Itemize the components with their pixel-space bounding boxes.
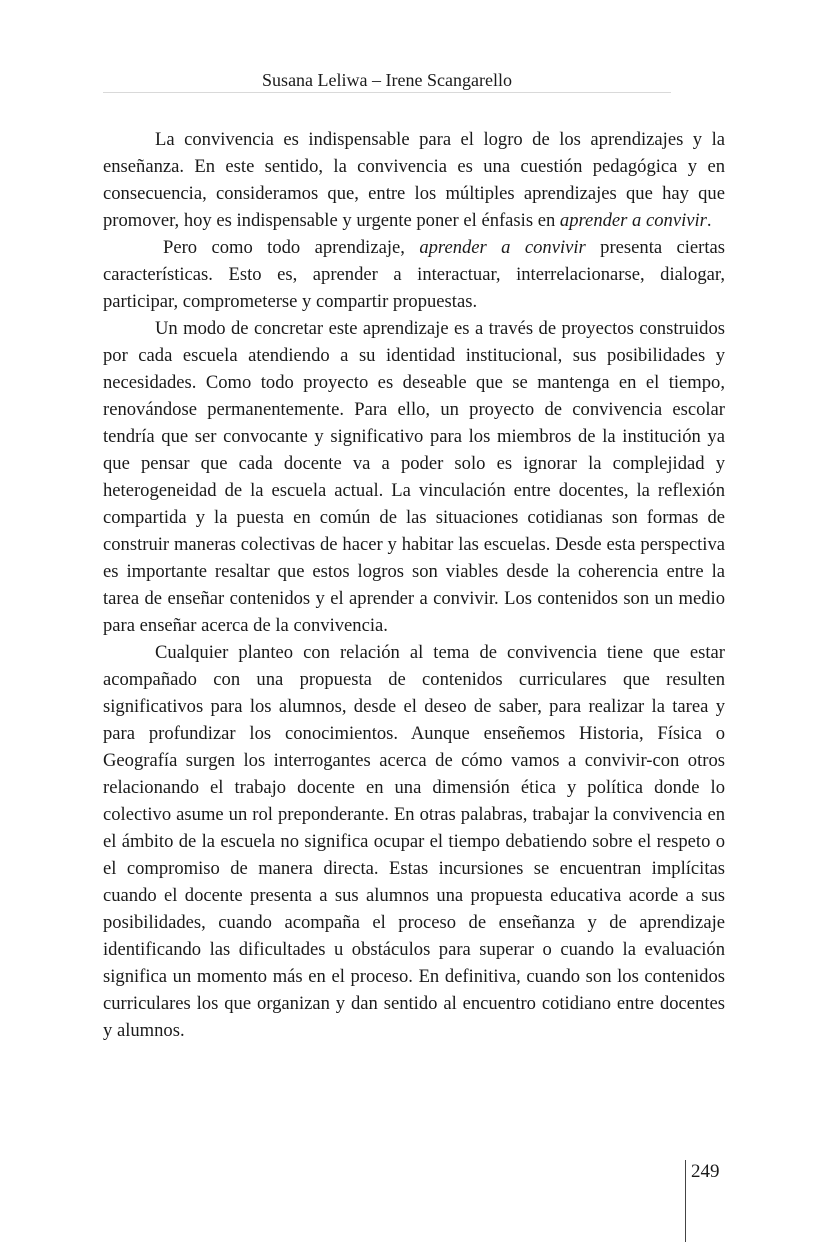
paragraph-4: Cualquier planteo con relación al tema de convivencia tiene que estar acompañado con una propuesta de contenidos curriculares que resulten significativos para los alumnos, desde el deseo de saber, para realizar la tarea y para profundizar los conocimientos. Aunque enseñemos Historia, Física o Geografía surgen los interrogantes acerca de cómo vamos a convivir-con otros relacionando el trabajo docente en una dimensión ética y política donde lo colectivo asume un rol preponderante. En otras palabras, trabajar la convivencia en el ámbito de la escuela no significa ocupar el tiempo debatiendo sobre el respeto o el compromiso de manera directa. Estas incursiones se encuentran implícitas cuando el docente presenta a sus alumnos una propuesta educativa acorde a sus posibilidades, cuando acompaña el proceso de enseñanza y de aprendizaje identificando las dificultades u obstáculos para superar o cuando la evaluación significa un momento más en el proceso. En definitiva, cuando son los contenidos curriculares los que organizan y dan sentido al encuentro cotidiano entre docentes y alumnos. xyxy=(103,642,725,1041)
paragraph-1-text-b: . xyxy=(706,210,712,231)
body-text xyxy=(103,126,725,1044)
running-header: Susana Leliwa – Irene Scangarello xyxy=(262,70,512,90)
paragraph-2-text-a: Pero como todo aprendizaje, xyxy=(163,237,420,258)
paragraph-3: Un modo de concretar este aprendizaje es a través de proyectos construidos por cada escuela atendiendo a su identidad institucional, sus posibilidades y necesidades. Como todo proyecto es deseable que se mantenga en el tiempo, renovándose permanentemente. Para ello, un proyecto de convivencia escolar tendría que ser convocante y significativo para los miembros de la institución ya que pensar que cada docente va a poder solo es ignorar la complejidad y heterogeneidad de la escuela actual. La vinculación entre docentes, la reflexión compartida y la puesta en común de las situaciones cotidianas son formas de construir maneras colectivas de hacer y habitar las escuelas. Desde esta perspectiva es importante resaltar que estos logros son viables desde la coherencia entre la tarea de enseñar contenidos y el aprender a convivir. Los contenidos son un medio para enseñar acerca de la convivencia. xyxy=(103,318,725,636)
header-rule xyxy=(103,92,671,93)
paragraph-1 xyxy=(103,126,725,234)
paragraph-2 xyxy=(103,234,725,315)
paragraph-1-text-a: La convivencia es indispensable para el logro de los aprendizajes y la enseñanza. En este sentido, la convivencia es una cuestión pedagógica y en consecuencia, consideramos que, entre los múltiples aprendizajes que hay que promover, hoy es indispensable y urgente poner el énfasis en xyxy=(103,129,725,231)
paragraph-2-emphasis: aprender a convivir xyxy=(419,237,586,258)
paragraph-2-text-b: presenta ciertas características. Esto es, aprender a interactuar, interrelacionarse, dialogar, participar, comprometerse y compartir propuestas. xyxy=(103,237,726,312)
page-number-rule xyxy=(685,1160,686,1242)
paragraph-1-emphasis: aprender a convivir xyxy=(559,210,707,231)
page-number: 249 xyxy=(691,1161,720,1182)
